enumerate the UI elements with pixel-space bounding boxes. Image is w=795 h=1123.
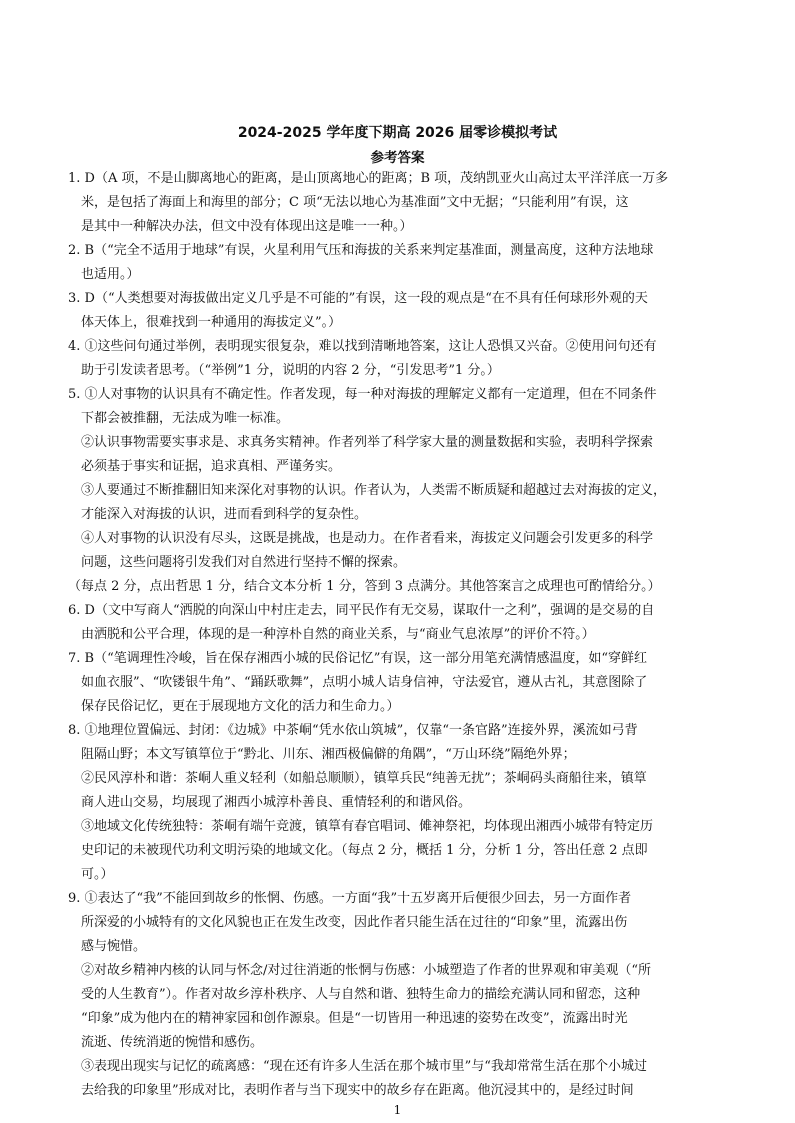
answer-line: 4. ①这些问句通过举例，表明现实很复杂，难以找到清晰地答案，这让人恐惧又兴奋。②使用问句还有	[68, 339, 657, 354]
answer-line: ③表现出现实与记忆的疏离感：“现在还有许多人生活在那个城市里”与“我却常常生活在那个小城过	[81, 1059, 647, 1074]
answer-line: 2. B（“完全不适用于地球”有误，火星利用气压和海拔的关系来判定基准面，测量高度，这种方法地球	[68, 243, 654, 258]
answer-line: ②对故乡精神内核的认同与怀念/对过往消逝的怅惘与伤感：小城塑造了作者的世界观和审美观（“所	[81, 963, 652, 978]
answer-line: 才能深入对海拔的认识，进而看到科学的复杂性。	[81, 507, 368, 522]
answer-line: 感与惋惜。	[81, 939, 147, 954]
answer-line: 3. D（“人类想要对海拔做出定义几乎是不可能的”有误，这一段的观点是“在不具有任何球形外观的天	[68, 291, 648, 306]
answer-line: ②认识事物需要实事求是、求真务实精神。作者列举了科学家大量的测量数据和实验，表明科学探索	[81, 435, 654, 450]
answer-line: 可。）	[81, 867, 114, 882]
answer-line: 所深爱的小城特有的文化风貌也正在发生改变，因此作者只能生活在过往的“印象”里，流露出伤	[81, 915, 628, 930]
page-number: 1	[393, 1103, 402, 1117]
page-title: 2024-2025 学年度下期高 2026 届零诊模拟考试	[237, 125, 558, 141]
answer-line: 去给我的印象里”形成对比，表明作者与当下现实中的故乡存在距离。他沉浸其中的，是经过时间	[81, 1083, 634, 1098]
answer-line: 问题，这些问题将引发我们对自然进行坚持不懈的探索。	[81, 555, 407, 570]
answer-line: 也适用。）	[81, 267, 140, 282]
answer-line: 体天体上，很难找到一种通用的海拔定义”。）	[81, 315, 342, 330]
answer-line: 6. D（文中写商人“洒脱的向深山中村庄走去，同平民作有无交易，谋取什一之利”，强调的是交易的自	[68, 603, 655, 618]
answer-line: 商人进山交易，均展现了湘西小城淳朴善良、重情轻利的和谐风俗。	[81, 795, 472, 810]
answer-line: 由洒脱和公平合理，体现的是一种淳朴自然的商业关系，与“商业气息浓厚”的评价不符。）	[81, 627, 595, 642]
answer-line: 如血衣服”、“吹镂银牛角”、“踊跃歌舞”，点明小城人诘身信神，守法爱官，遵从古礼，其意图除了	[81, 675, 648, 690]
answer-line: ③人要通过不断推翻旧知来深化对事物的认识。作者认为，人类需不断质疑和超越过去对海拔的定义，	[81, 483, 667, 498]
answer-line: 助于引发读者思考。（“举例”1 分，说明的内容 2 分，“引发思考”1 分。）	[81, 363, 500, 378]
answer-line: 必须基于事实和证据，追求真相、严谨务实。	[81, 459, 342, 474]
answer-line: “印象”成为他内在的精神家园和创作源泉。但是“一切皆用一种迅速的姿势在改变”，流露出时光	[81, 1011, 628, 1026]
answer-line: 流逝、传统消逝的惋惜和感伤。	[81, 1035, 264, 1050]
answer-line: 是其中一种解决办法，但文中没有体现出这是唯一一种。）	[81, 219, 413, 234]
answer-line: 8. ①地理位置偏远、封闭：《边城》中茶峒“凭水依山筑城”，仅靠“一条官路”连接外界，溪流如弓背	[68, 723, 638, 738]
answer-line: 5. ①人对事物的认识具有不确定性。作者发现，每一种对海拔的理解定义都有一定道理，但在不同条件	[68, 387, 657, 402]
answer-line: ④人对事物的认识没有尽头，这既是挑战，也是动力。在作者看来，海拔定义问题会引发更多的科学	[81, 531, 654, 546]
answer-line: 米，是包括了海面上和海里的部分；C 项“无法以地心为基准面”文中无据；“只能利用”有误，这	[81, 195, 629, 210]
answer-line: 保存民俗记忆，更在于展现地方文化的活力和生命力。）	[81, 699, 400, 714]
answer-line: 1. D（A 项，不是山脚离地心的距离，是山顶离地心的距离；B 项，茂纳凯亚火山高过太平洋洋底一万多	[68, 171, 669, 186]
answer-line: 7. B（“笔调理性冷峻，旨在保存湘西小城的民俗记忆”有误，这一部分用笔充满情感温度，如“穿鲜红	[68, 651, 648, 666]
page-subtitle: 参考答案	[370, 150, 425, 166]
answer-line: ③地域文化传统独特：茶峒有端午竞渡，镇筸有春官唱词、傩神祭祀，均体现出湘西小城带有特定历	[81, 819, 654, 834]
answer-line: ②民风淳朴和谐：茶峒人重义轻利（如船总顺顺），镇筸兵民“纯善无扰”；茶峒码头商船往来，镇筸	[81, 771, 647, 786]
answer-line: （每点 2 分，点出哲思 1 分，结合文本分析 1 分，答到 3 点满分。其他答案言之成理也可酌情给分。）	[68, 579, 661, 594]
answer-line: 受的人生教育”）。作者对故乡淳朴秩序、人与自然和谐、独特生命力的描绘充满认同和留恋，这种	[81, 987, 641, 1002]
answer-line: 阻隔山野；本文写镇筸位于“黔北、川东、湘西极偏僻的角隅”，“万山环绕”隔绝外界；	[81, 747, 576, 762]
answer-line: 9. ①表达了“我”不能回到故乡的怅惘、伤感。一方面“我”十五岁离开后便很少回去，另一方面作者	[68, 891, 632, 906]
answer-line: 下都会被推翻，无法成为唯一标准。	[81, 411, 290, 426]
answer-line: 史印记的未被现代功利文明污染的地域文化。（每点 2 分，概括 1 分，分析 1 分，答出任意 2 点即	[81, 843, 648, 858]
